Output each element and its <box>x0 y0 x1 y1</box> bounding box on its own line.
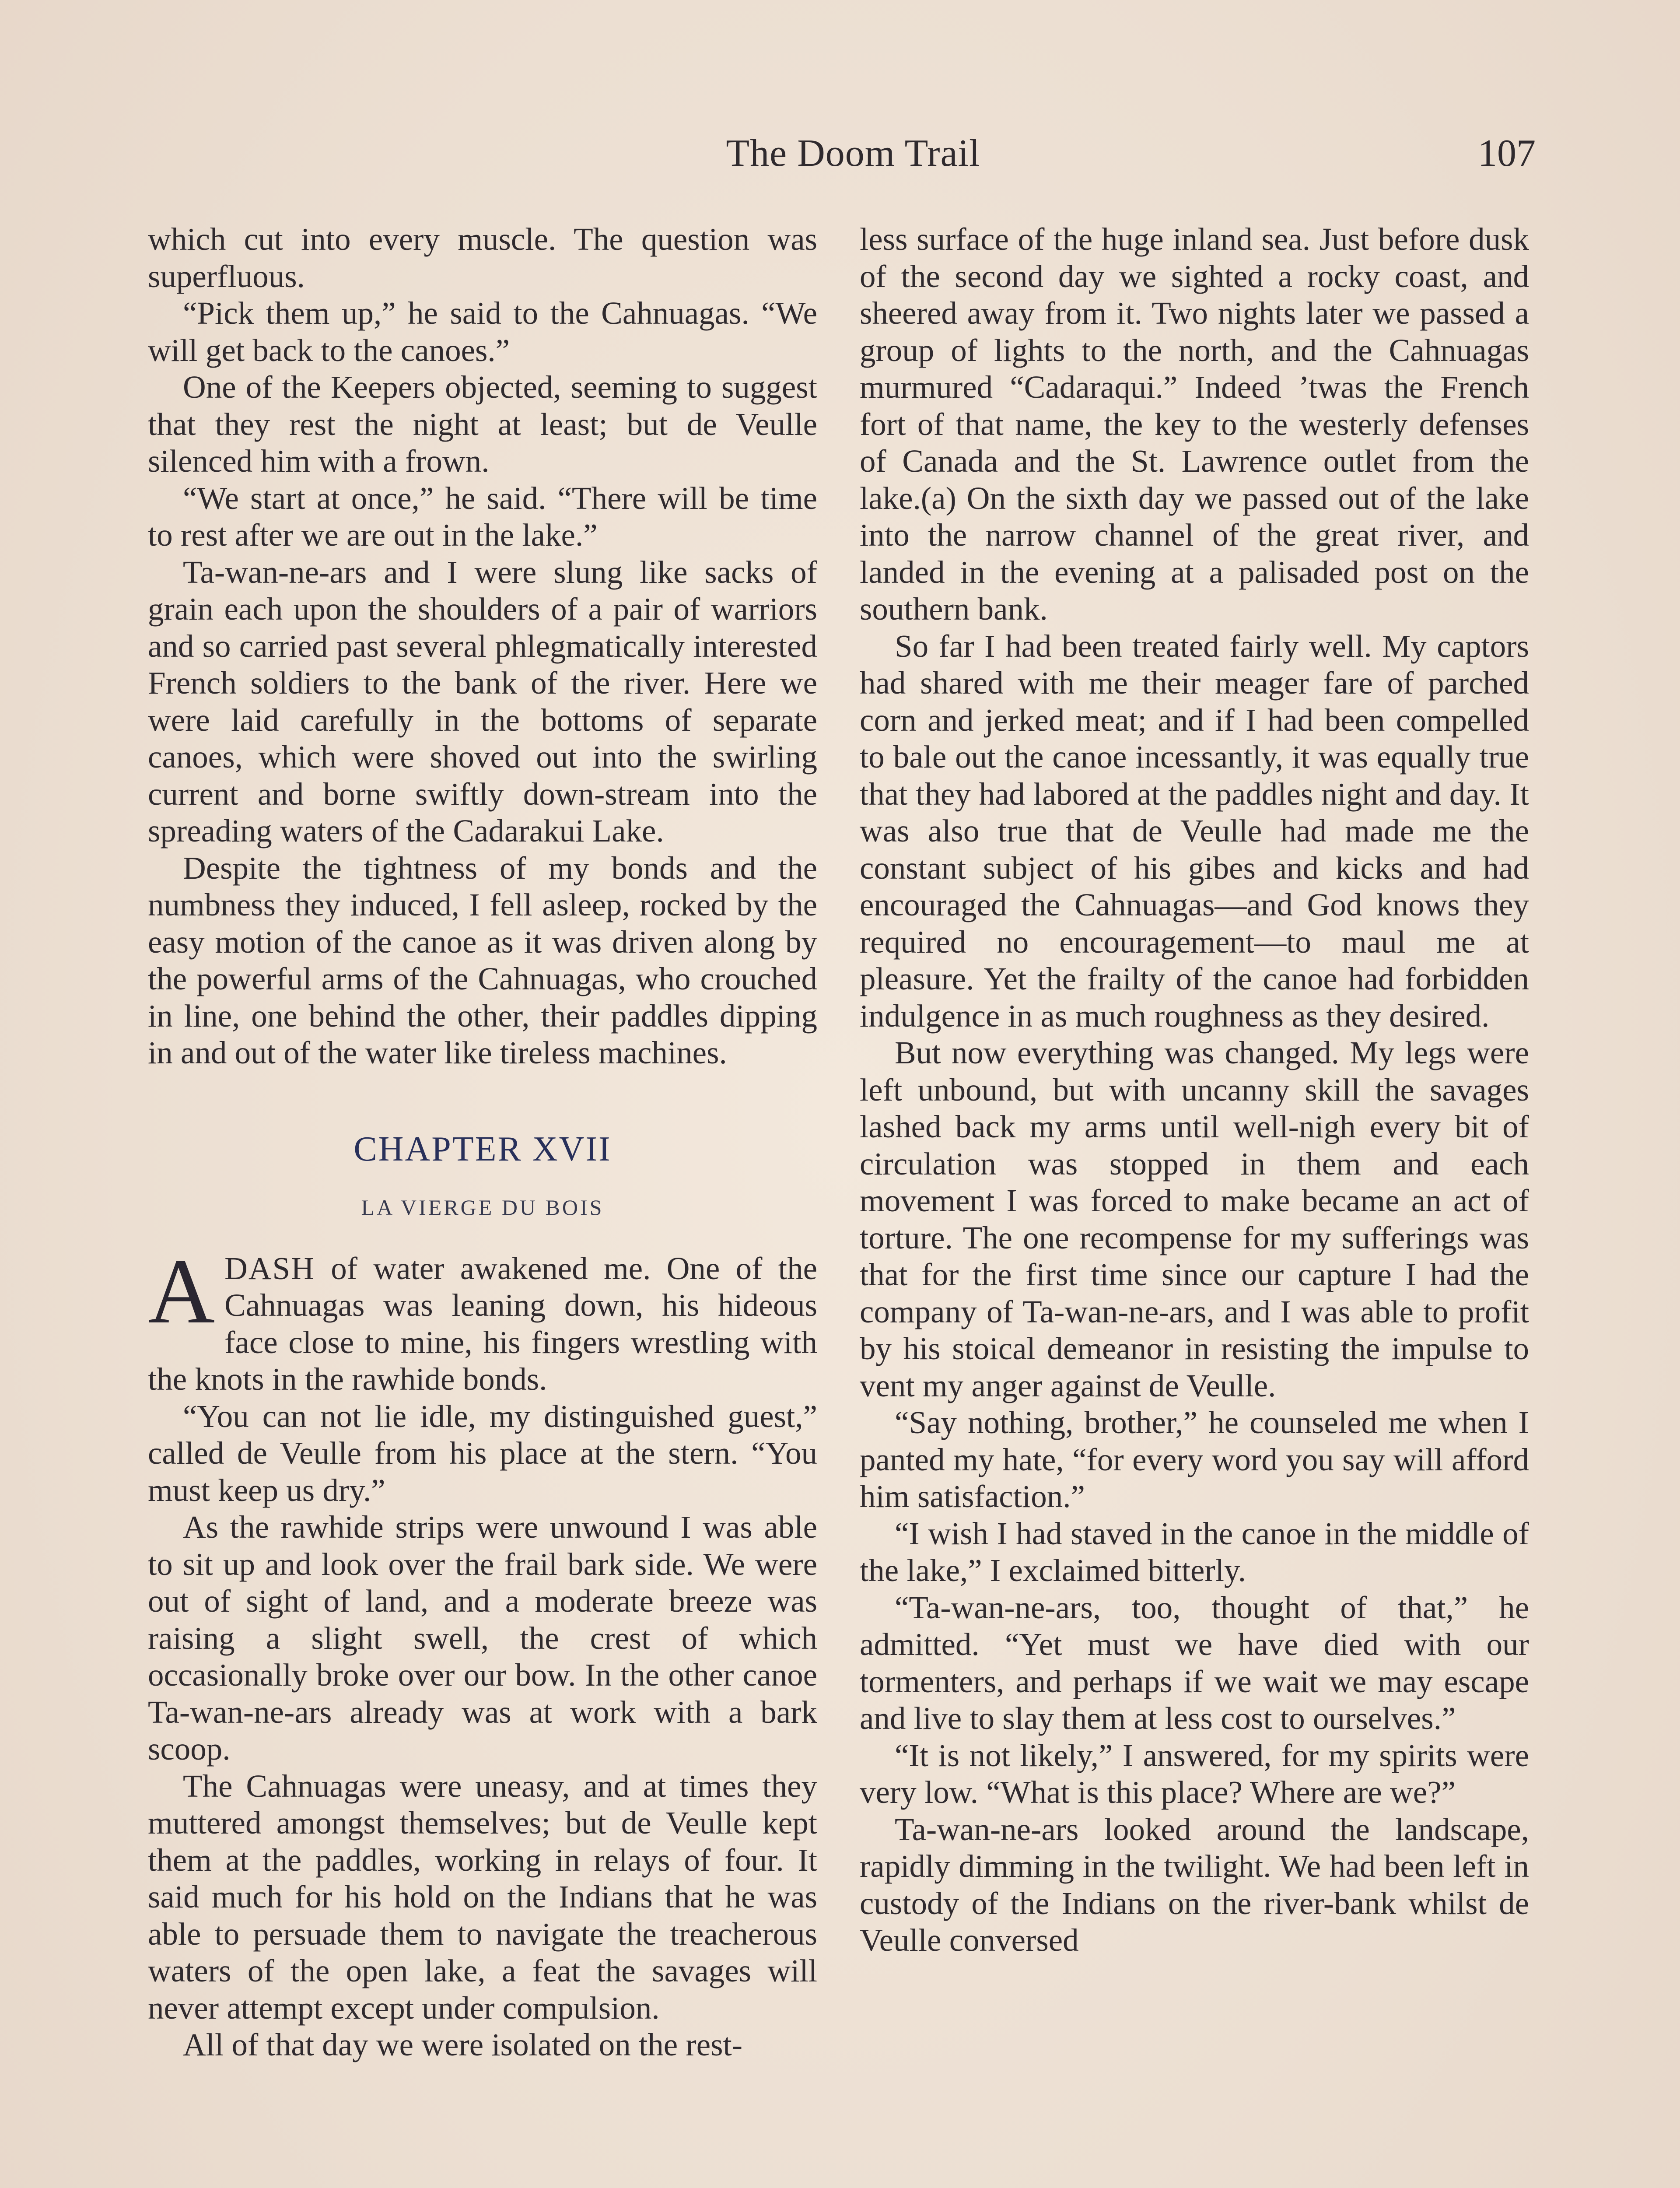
paragraph: As the rawhide strips were unwound I was able to sit up and look over the frail bark side. We were out of sight of land, and a moderate breeze was raising a slight swell, the crest of which occasionally broke over our bow. In the other canoe Ta-wan-ne-ars already was at work with a bark scoop. <box>148 1509 817 1767</box>
paragraph: “Pick them up,” he said to the Cahnuagas. “We will get back to the canoes.” <box>148 295 817 368</box>
paragraph: “I wish I had staved in the canoe in the middle of the lake,” I exclaimed bitterly. <box>860 1515 1529 1588</box>
paragraph: Ta-wan-ne-ars looked around the landscape, rapidly dimming in the twilight. We had been left in custody of the Indians on the river-bank whilst de Veulle conversed <box>860 1811 1529 1958</box>
paragraph: Ta-wan-ne-ars and I were slung like sacks of grain each upon the shoulders of a pair of warriors and so carried past several phlegmatically interested French soldiers to the bank of the river. Here we were laid carefully in the bottoms of separate canoes, which were shoved out into the swirling current and borne swiftly down-stream into the spreading waters of the Cadarakui Lake. <box>148 554 817 849</box>
running-title: The Doom Trail <box>726 132 980 175</box>
opening-words: DASH <box>224 1250 315 1286</box>
paragraph: All of that day we were isolated on the rest- <box>183 2027 743 2062</box>
drop-cap: A <box>148 1239 215 1343</box>
paragraph: So far I had been treated fairly well. My captors had shared with me their meager fare of parched corn and jerked meat; and if I had been compelled to bale out the canoe incessantly, it was equally true that they had labored at the paddles night and day. It was also true that de Veulle had made me the constant subject of his gibes and kicks and had encouraged the Cahnuagas—and God knows they required no encouragement—to maul me at pleasure. Yet the frailty of the canoe had forbidden indulgence in as much roughness as they desired. <box>860 628 1529 1034</box>
paragraph: The Cahnuagas were uneasy, and at times they muttered amongst themselves; but de Veulle kept them at the paddles, working in relays of four. It said much for his hold on the Indians that he was able to persuade them to navigate the treacherous waters of the open lake, a feat the savages will never attempt except under compulsion. <box>148 1768 817 2026</box>
paragraph: But now everything was changed. My legs were left unbound, but with uncanny skill the savages lashed back my arms until well-nigh every bit of circulation was stopped in them and each movement I was forced to make became an act of torture. The one recompense for my sufferings was that for the first time since our capture I had the company of Ta-wan-ne-ars, and I was able to profit by his stoical demeanor in resisting the impulse to vent my anger against de Veulle. <box>860 1035 1529 1403</box>
paragraph: “We start at once,” he said. “There will be time to rest after we are out in the lake.” <box>148 480 817 553</box>
opening-text: of water awakened me. One of the Cahnuagas was leaning down, his hideous face close to mine, his fingers wrestling with the knots in the rawhide bonds. <box>148 1250 817 1397</box>
paragraph: which cut into every muscle. The question was superfluous. <box>148 221 817 294</box>
paragraph: “You can not lie idle, my distinguished guest,” called de Veulle from his place at the stern. “You must keep us dry.” <box>148 1398 817 1508</box>
paragraph: Despite the tightness of my bonds and the numbness they induced, I fell asleep, rocked by the easy motion of the canoe as it was driven along by the powerful arms of the Cahnuagas, who crouched in line, one behind the other, their paddles dipping in and out of the water like tireless machines. <box>148 850 817 1070</box>
paragraph: “Ta-wan-ne-ars, too, thought of that,” he admitted. “Yet must we have died with our tormenters, and perhaps if we wait we may escape and live to slay them at less cost to ourselves.” <box>860 1589 1529 1736</box>
chapter-subtitle: LA VIERGE DU BOIS <box>361 1195 604 1220</box>
paragraph: “Say nothing, brother,” he counseled me when I panted my hate, “for every word you say will afford him satisfaction.” <box>860 1405 1529 1514</box>
paragraph: “It is not likely,” I answered, for my spirits were very low. “What is this place? Where are we?” <box>860 1737 1529 1810</box>
paragraph: less surface of the huge inland sea. Just before dusk of the second day we sighted a rocky coast, and sheered away from it. Two nights later we passed a group of lights to the north, and the Cahnuagas murmured “Cadaraqui.” Indeed ’twas the French fort of that name, the key to the westerly defenses of Canada and the St. Lawrence outlet from the lake.(a) On the sixth day we passed out of the lake into the narrow channel of the great river, and landed in the evening at a palisaded post on the southern bank. <box>860 221 1529 627</box>
left-text-column <box>148 221 817 2064</box>
paragraph: One of the Keepers objected, seeming to suggest that they rest the night at least; but de Veulle silenced him with a frown. <box>148 369 817 479</box>
chapter-title: CHAPTER XVII <box>354 1129 612 1168</box>
page-number: 107 <box>1478 132 1536 175</box>
chapter-opening-paragraph <box>148 1239 817 1398</box>
right-text-column <box>860 221 1529 1959</box>
